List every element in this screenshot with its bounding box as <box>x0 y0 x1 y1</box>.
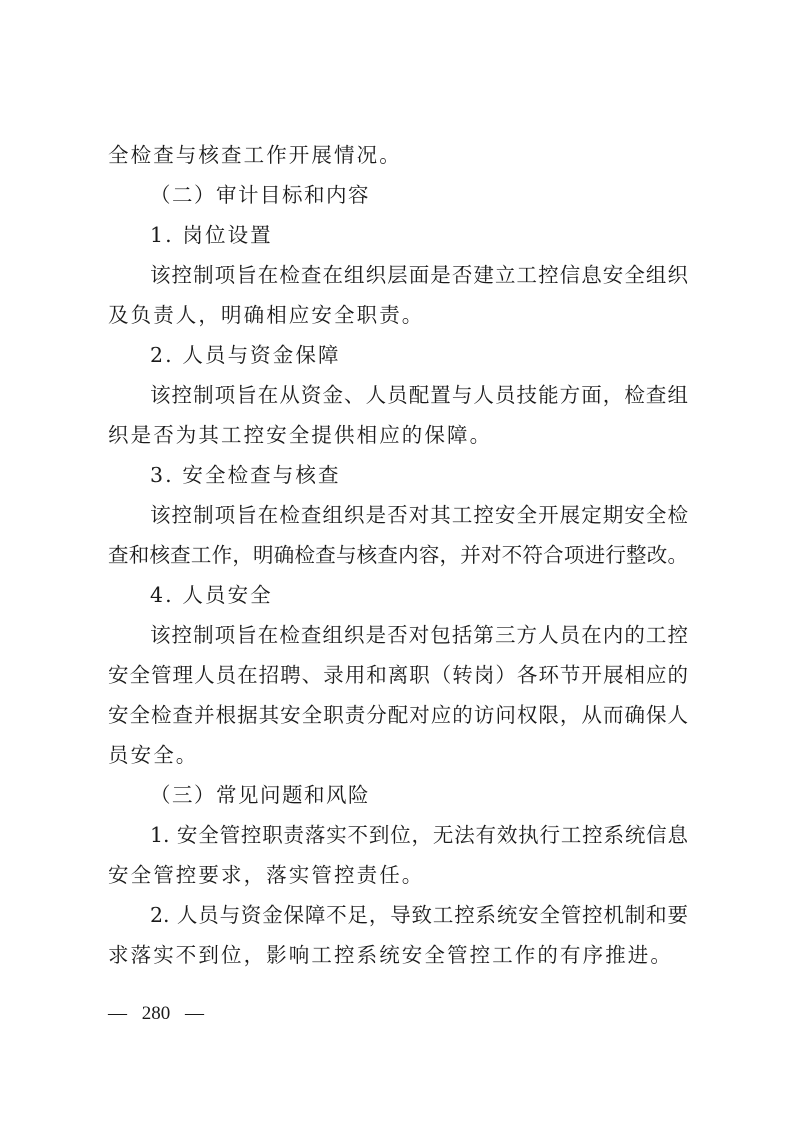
paragraph-line: 该控制项旨在检查组织是否对包括第三方人员在内的工控 <box>150 623 688 647</box>
paragraph-line: 求落实不到位，影响工控系统安全管控工作的有序推进。 <box>108 943 673 967</box>
subheading-1: 1. 岗位设置 <box>150 223 273 247</box>
subheading-2: 2. 人员与资金保障 <box>150 343 341 367</box>
page-number: 280 <box>141 1003 171 1024</box>
footer-dash-left: — <box>108 1003 127 1024</box>
paragraph-line: 2. 人员与资金保障不足，导致工控系统安全管控机制和要 <box>150 903 688 927</box>
paragraph-line: 安全管理人员在招聘、录用和离职（转岗）各环节开展相应的 <box>108 663 688 687</box>
page-footer <box>108 1000 204 1028</box>
paragraph-line: 1. 安全管控职责落实不到位，无法有效执行工控系统信息 <box>150 823 688 847</box>
paragraph-line: 及负责人，明确相应安全职责。 <box>108 303 425 327</box>
paragraph-line: 员安全。 <box>108 743 199 767</box>
subheading-3: 3. 安全检查与核查 <box>150 463 341 487</box>
section-heading-3: （三）常见问题和风险 <box>150 783 370 807</box>
footer-dash-right: — <box>185 1003 204 1024</box>
paragraph-line: 该控制项旨在检查组织是否对其工控安全开展定期安全检 <box>150 503 688 527</box>
paragraph-line: 查和核查工作，明确检查与核查内容，并对不符合项进行整改。 <box>108 543 688 567</box>
subheading-4: 4. 人员安全 <box>150 583 273 607</box>
paragraph-line: 织是否为其工控安全提供相应的保障。 <box>108 423 493 447</box>
section-heading-2: （二）审计目标和内容 <box>150 183 370 207</box>
paragraph-line: 安全管控要求，落实管控责任。 <box>108 863 425 887</box>
paragraph-line: 该控制项旨在从资金、人员配置与人员技能方面，检查组 <box>150 383 688 407</box>
paragraph-line: 安全检查并根据其安全职责分配对应的访问权限，从而确保人 <box>108 703 688 727</box>
paragraph-continuation: 全检查与核查工作开展情况。 <box>108 143 402 167</box>
paragraph-line: 该控制项旨在检查在组织层面是否建立工控信息安全组织 <box>150 263 688 287</box>
